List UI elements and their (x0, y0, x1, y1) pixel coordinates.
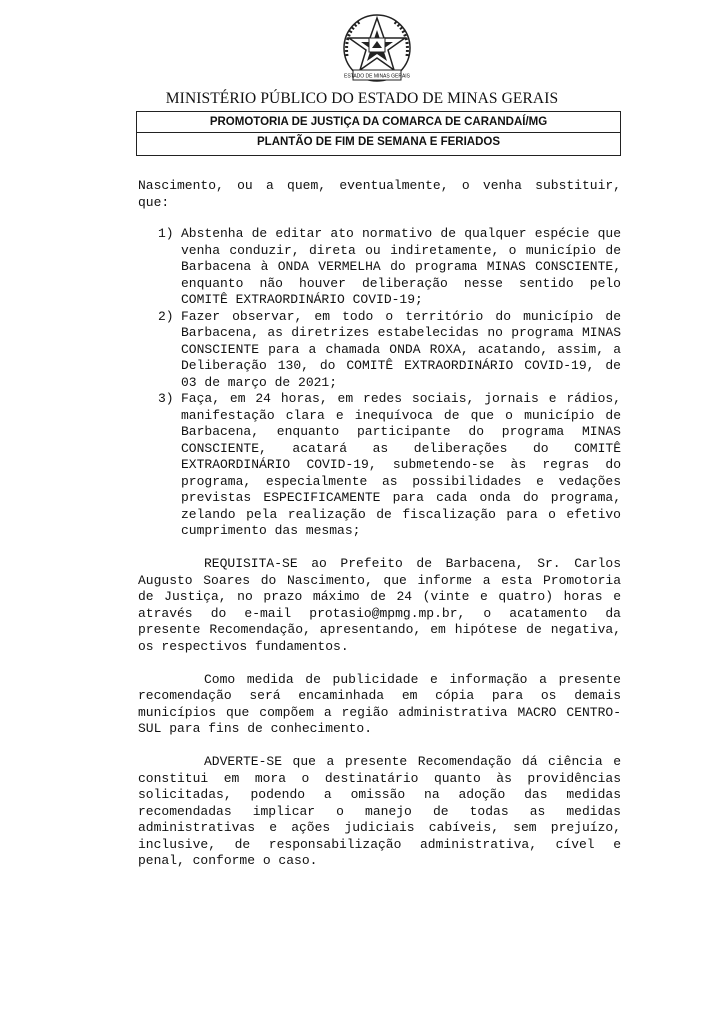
publicidade-paragraph: Como medida de publicidade e informação a presente recomendação será encaminhada em cópia para os demais municípios que compõem a região administrativa MACRO CENTRO-SUL para fins de conhecimento. (138, 671, 621, 736)
plantao-title: PLANTÃO DE FIM DE SEMANA E FERIADOS (257, 136, 500, 148)
list-item (138, 391, 621, 540)
list-item-number: 3) (158, 391, 174, 406)
list-item-text: Faça, em 24 horas, em redes sociais, jornais e rádios, manifestação clara e inequívoca de que o município de Barbacena, enquanto participante do programa MINAS CONSCIENTE, acatará as deliberações do COMITÊ EXTRAORDINÁRIO COVID-19, submetendo-se às regras do programa, especialmente as possibilidades e vedações previstas ESPECIFICAMENTE para cada onda do programa, zelando pela realização de fiscalização para o efetivo cumprimento das mesmas; (181, 391, 621, 538)
list-item-text: Abstenha de editar ato normativo de qualquer espécie que venha conduzir, direta ou indiretamente, o município de Barbacena à ONDA VERMELHA do programa MINAS CONSCIENTE, enquanto não houver deliberação nesse sentido pelo COMITÊ EXTRAORDINÁRIO COVID-19; (181, 226, 621, 307)
list-item (138, 226, 621, 309)
coat-of-arms-seal (339, 12, 415, 88)
requisita-paragraph: REQUISITA-SE ao Prefeito de Barbacena, Sr. Carlos Augusto Soares do Nascimento, que informe a esta Promotoria de Justiça, no prazo máximo de 24 (vinte e quatro) horas e através do e-mail protasio@mpmg.mp.br, o acatamento da presente Recomendação, apresentando, em hipótese de negativa, os respectivos fundamentos. (138, 556, 621, 654)
header-box (136, 111, 621, 156)
list-item-number: 1) (158, 226, 174, 241)
document-body (138, 178, 621, 870)
intro-paragraph: Nascimento, ou a quem, eventualmente, o venha substituir, que: (138, 178, 621, 210)
adverte-paragraph: ADVERTE-SE que a presente Recomendação dá ciência e constitui em mora o destinatário quanto às providências solicitadas, podendo a omissão na adoção das medidas recomendadas implicar o manejo de todas as medidas administrativas e ações judiciais cabíveis, sem prejuízo, inclusive, de responsabilização administrativa, cível e penal, conforme o caso. (138, 754, 621, 868)
seal-banner-text: ESTADO DE MINAS GERAIS (343, 73, 411, 80)
recommendation-list (138, 226, 621, 540)
list-item (138, 309, 621, 392)
ministry-title: MINISTÉRIO PÚBLICO DO ESTADO DE MINAS GERAIS (165, 90, 559, 107)
promotoria-title: PROMOTORIA DE JUSTIÇA DA COMARCA DE CARANDAÍ/MG (209, 116, 548, 128)
list-item-number: 2) (158, 308, 174, 324)
list-item-text: Fazer observar, em todo o território do município de Barbacena, as diretrizes estabelecidas no programa MINAS CONSCIENTE para a chamada ONDA ROXA, acatando, assim, a Deliberação 130, do COMITÊ EXTRAORDINÁRIO COVID-19, de 03 de março de 2021; (181, 308, 621, 390)
header-divider (137, 132, 620, 133)
